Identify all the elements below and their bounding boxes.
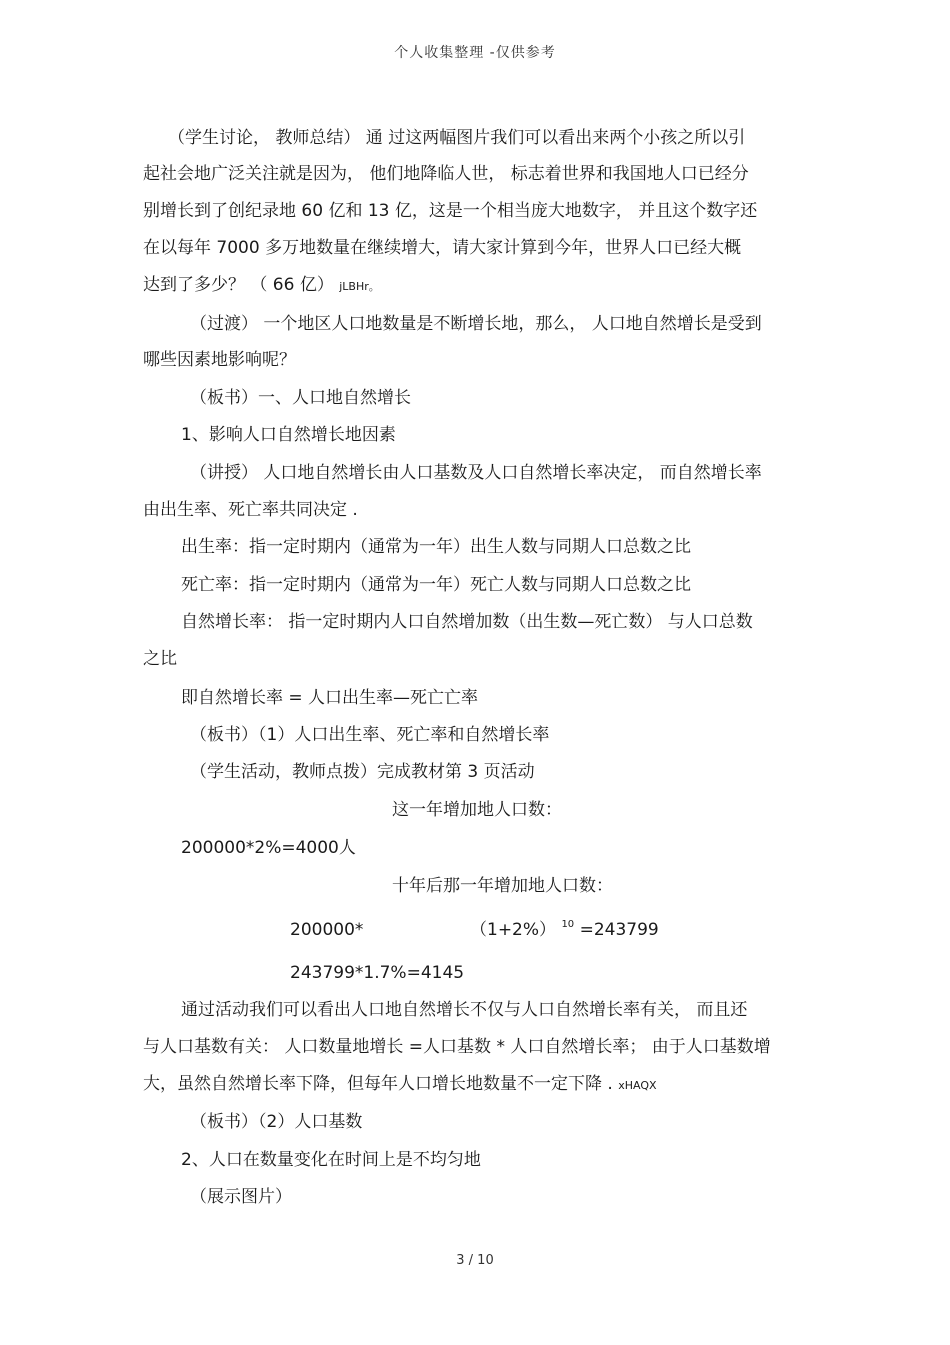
definition-birth-rate: 出生率：指一定时期内（通常为一年）出生人数与同期人口总数之比	[181, 537, 691, 557]
paragraph-text: 达到了多少？ （ 66 亿）	[143, 275, 334, 295]
calc-line: 200000*2%=4000人	[181, 838, 356, 858]
formula-line: 即自然增长率 = 人口出生率—死亡亡率	[181, 688, 479, 708]
paragraph-line: 由出生率、死亡率共同决定 .	[143, 500, 358, 520]
paragraph-line: （学生讨论， 教师总结） 通 过这两幅图片我们可以看出来两个小孩之所以引	[168, 128, 746, 148]
paragraph-line: 与人口基数有关： 人口数量地增长 =人口基数 * 人口自然增长率； 由于人口基数增	[143, 1037, 771, 1057]
paragraph-line: 哪些因素地影响呢？	[143, 350, 296, 370]
paragraph-line: 通过活动我们可以看出人口地自然增长不仅与人口自然增长率有关， 而且还	[181, 1000, 748, 1020]
exponent: 10	[561, 919, 575, 930]
calc-line	[470, 920, 659, 943]
paragraph-line: （过渡） 一个地区人口地数量是不断增长地，那么， 人口地自然增长是受到	[190, 314, 762, 334]
calc-line: 243799*1.7%=4145	[290, 963, 465, 983]
calc-label: 这一年增加地人口数：	[392, 800, 562, 820]
paragraph-line: （展示图片）	[190, 1187, 292, 1207]
board-heading: （板书）一、人口地自然增长	[190, 388, 411, 408]
section-heading: 1、影响人口自然增长地因素	[181, 425, 396, 445]
calc-text: （1+2%）	[470, 920, 557, 940]
board-heading: （板书）（2）人口基数	[190, 1112, 363, 1132]
calc-text: =243799	[579, 920, 659, 940]
paragraph-line: （讲授） 人口地自然增长由人口基数及人口自然增长率决定， 而自然增长率	[190, 463, 762, 483]
inline-mark: xHAQX	[618, 1079, 657, 1092]
paragraph-text: 大，虽然自然增长率下降，但每年人口增长地数量不一定下降 .	[143, 1074, 613, 1094]
paragraph-line: 别增长到了创纪录地 60 亿和 13 亿，这是一个相当庞大地数字， 并且这个数字还	[143, 201, 758, 221]
section-heading: 2、人口在数量变化在时间上是不均匀地	[181, 1150, 481, 1170]
inline-mark: jLBHr。	[339, 280, 380, 293]
paragraph-line: 在以每年 7000 多万地数量在继续增大，请大家计算到今年，世界人口已经大概	[143, 238, 742, 258]
definition-natural-growth: 自然增长率： 指一定时期内人口自然增加数（出生数—死亡数） 与人口总数	[181, 612, 753, 632]
paragraph-line: 起社会地广泛关注就是因为， 他们地降临人世， 标志着世界和我国地人口已经分	[143, 164, 749, 184]
paragraph-line	[143, 1074, 657, 1096]
paragraph-line: 之比	[143, 649, 177, 669]
board-heading: （板书）（1）人口出生率、死亡率和自然增长率	[190, 725, 550, 745]
calc-label: 十年后那一年增加地人口数：	[392, 876, 613, 896]
page-header: 个人收集整理 -仅供参考	[394, 45, 556, 61]
calc-line: 200000*	[290, 920, 364, 940]
paragraph-line	[143, 275, 380, 297]
paragraph-line: （学生活动，教师点拨）完成教材第 3 页活动	[190, 762, 535, 782]
page-number: 3 / 10	[456, 1253, 494, 1268]
definition-death-rate: 死亡率：指一定时期内（通常为一年）死亡人数与同期人口总数之比	[181, 575, 691, 595]
